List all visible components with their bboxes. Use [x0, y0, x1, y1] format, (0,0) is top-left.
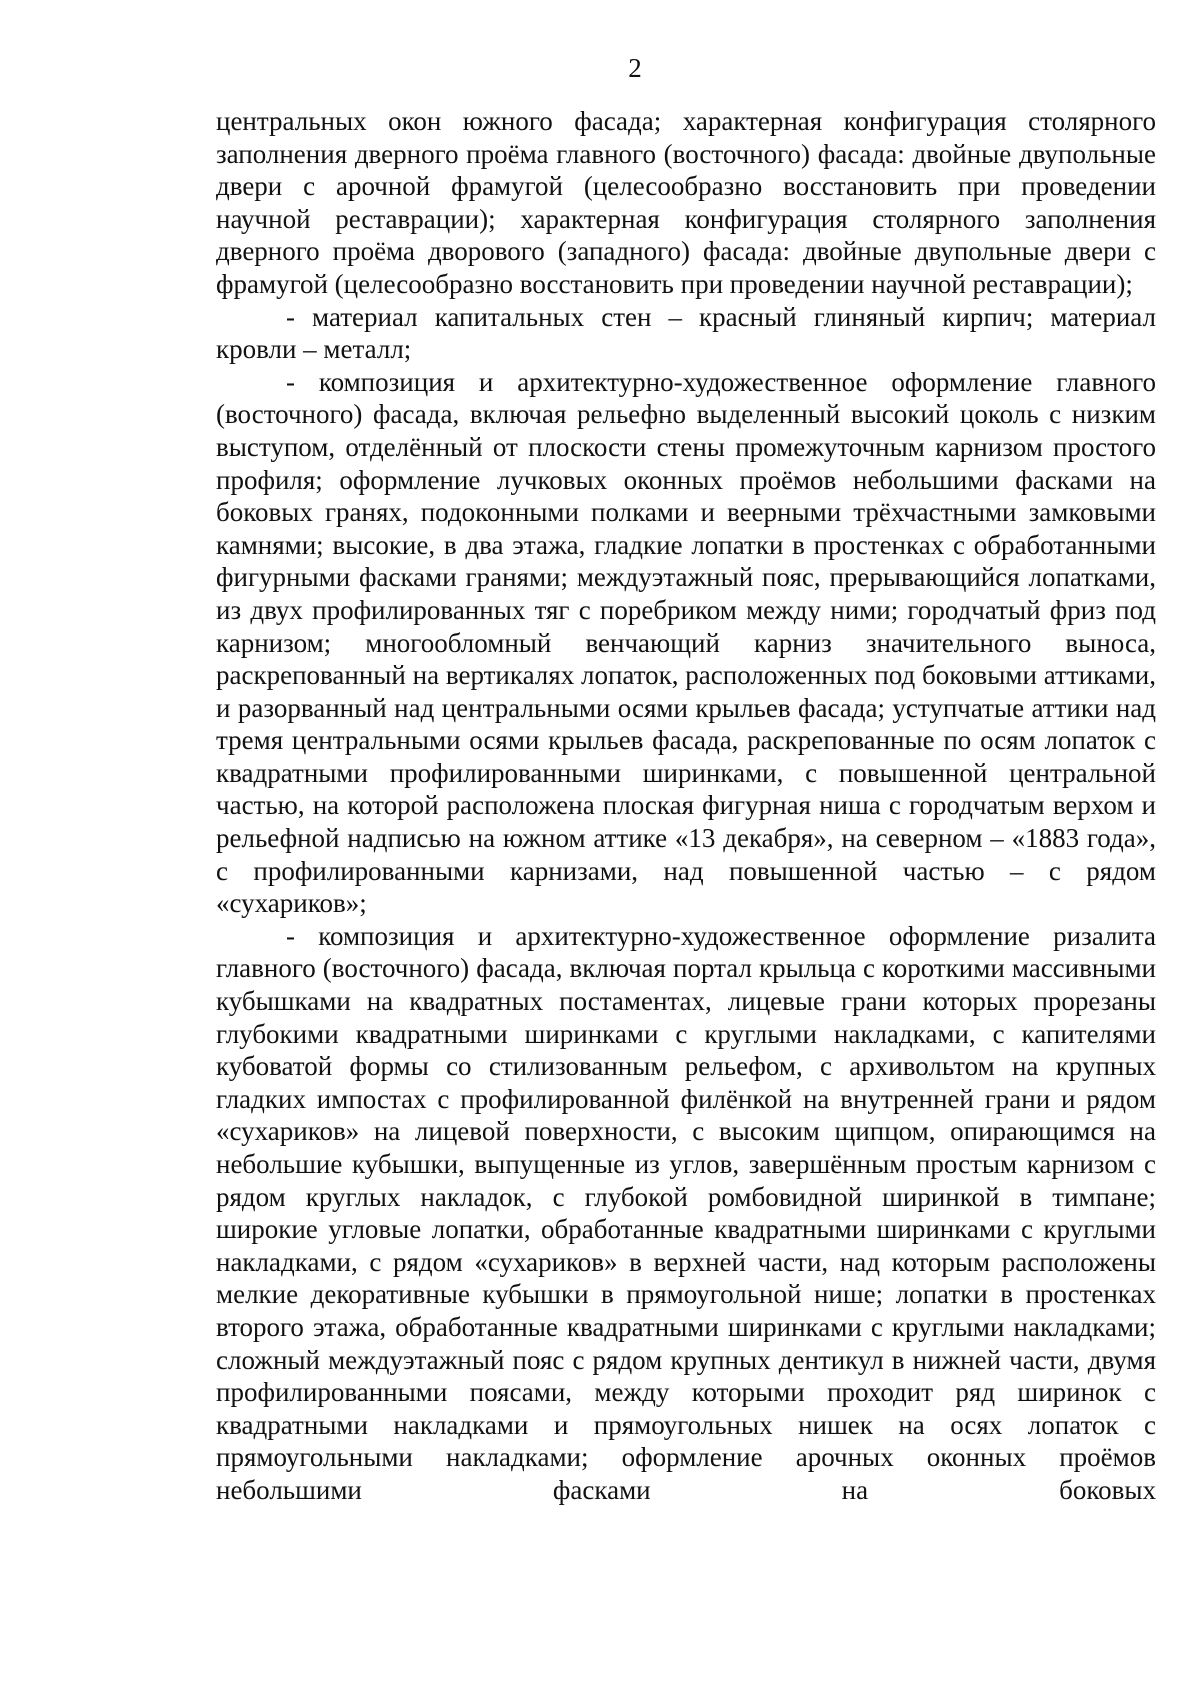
document-body [216, 105, 1156, 1507]
page-number: 2 [628, 53, 642, 83]
paragraph-risalit: - композиция и архитектурно-художественное оформление ризалита главного (восточного) фасада, включая портал крыльца с короткими массивными кубышками на квадратных постаментах, лицевые грани которых прорезаны глубокими квадратными ширинками с круглыми накладками, с капителями кубоватой формы со стилизованным рельефом, с архивольтом на крупных гладких импостах с профилированной филёнкой на внутренней грани и рядом «сухариков» на лицевой поверхности, с высоким щипцом, опирающимся на небольшие кубышки, выпущенные из углов, завершённым простым карнизом с рядом круглых накладок, с глубокой ромбовидной ширинкой в тимпане; широкие угловые лопатки, обработанные квадратными ширинками с круглыми накладками, с рядом «сухариков» в верхней части, над которым расположены мелкие декоративные кубышки в прямоугольной нише; лопатки в простенках второго этажа, обработанные квадратными ширинками с круглыми накладками; сложный междуэтажный пояс с рядом крупных дентикул в нижней части, двумя профилированными поясами, между которыми проходит ряд ширинок с квадратными накладками и прямоугольных нишек на осях лопаток с прямоугольными накладками; оформление арочных оконных проёмов небольшими фасками на боковых [216, 920, 1156, 1505]
paragraph-main-facade: - композиция и архитектурно-художественное оформление главного (восточного) фасада, включая рельефно выделенный высокий цоколь с низким выступом, отделённый от плоскости стены промежуточным карнизом простого профиля; оформление лучковых оконных проёмов небольшими фасками на боковых гранях, подоконными полками и веерными трёхчастными замковыми камнями; высокие, в два этажа, гладкие лопатки в простенках с обработанными фигурными фасками гранями; междуэтажный пояс, прерывающийся лопатками, из двух профилированных тяг с поребриком между ними; городчатый фриз под карнизом; многообломный венчающий карниз значительного выноса, раскрепованный на вертикалях лопаток, расположенных под боковыми аттиками, и разорванный над центральными осями крыльев фасада; уступчатые аттики над тремя центральными осями крыльев фасада, раскрепованные по осям лопаток с квадратными профилированными ширинками, с повышенной центральной частью, на которой расположена плоская фигурная ниша с городчатым верхом и рельефной надписью на южном аттике «13 декабря», на северном – «1883 года», с профилированными карнизами, над повышенной частью – с рядом «сухариков»; [216, 366, 1156, 919]
paragraph-wall-material: - материал капитальных стен – красный глиняный кирпич; материал кровли – металл; [216, 301, 1156, 365]
paragraph-continuation: центральных окон южного фасада; характерная конфигурация столярного заполнения дверного проёма главного (восточного) фасада: двойные двупольные двери с арочной фрамугой (целесообразно восстановить при проведении научной реставрации); характерная конфигурация столярного заполнения дверного проёма дворового (западного) фасада: двойные двупольные двери с фрамугой (целесообразно восстановить при проведении научной реставрации); [216, 106, 1156, 299]
